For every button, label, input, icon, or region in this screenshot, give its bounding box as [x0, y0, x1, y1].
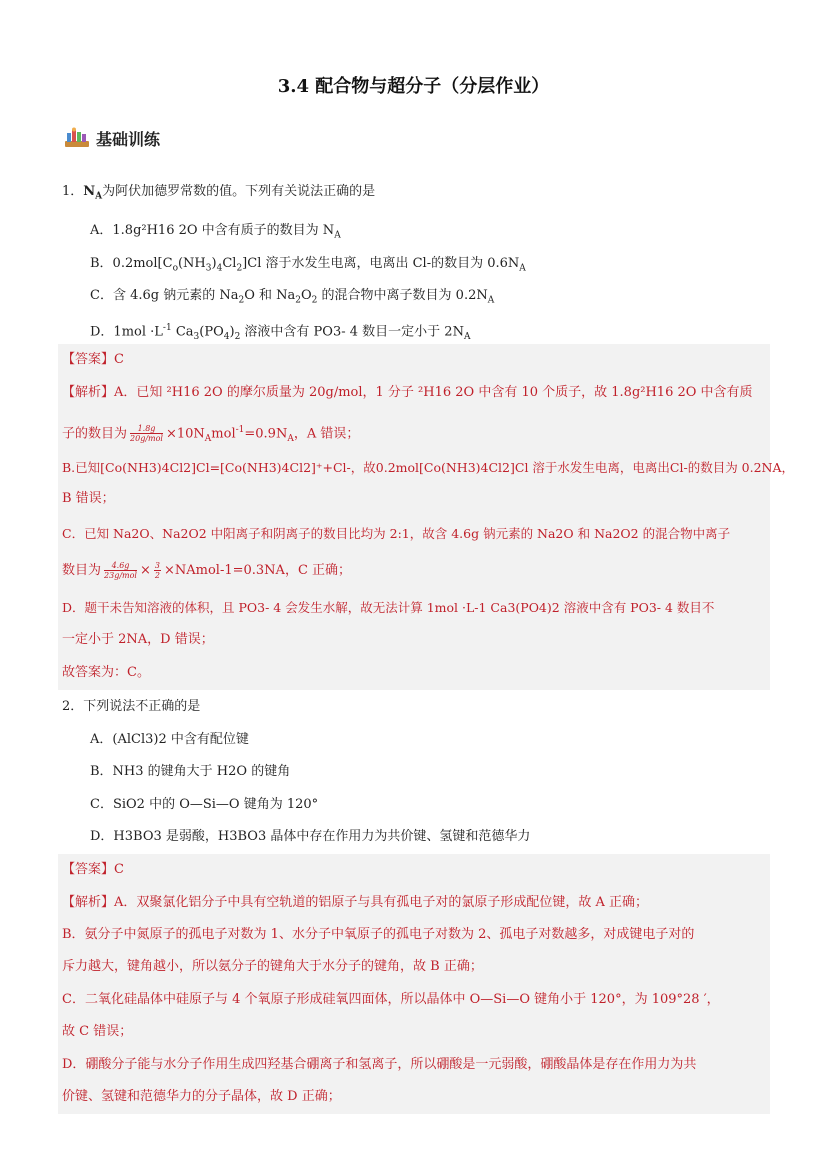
question-1-answer: 【答案】C [62, 352, 124, 367]
question-2-explanation-d: D．硼酸分子能与水分子作用生成四羟基合硼离子和氢离子，所以硼酸是一元弱酸，硼酸晶体是存在作用力为共 [62, 1057, 697, 1072]
question-1-stem: 1．$N_A$为阿伏加德罗常数的值。下列有关说法正确的是 [62, 184, 376, 202]
books-icon [62, 127, 92, 149]
question-1-explanation-b2: B 错误； [62, 491, 115, 506]
question-2-stem: 2．下列说法不正确的是 [62, 699, 201, 714]
question-2-option-b: B．NH3 的键角大于 H2O 的键角 [90, 764, 291, 779]
question-1-option-a: A．1.8g²H16 2O 中含有质子的数目为 $N_A$ [90, 223, 341, 241]
question-2-explanation-c: C．二氧化硅晶体中硅原子与 4 个氧原子形成硅氧四面体，所以晶体中 O—Si—O 键角小于 120°，为 109°28 ′， [62, 992, 720, 1007]
question-1-explanation-a: 【解析】A．已知 ²H16 2O 的摩尔质量为 20g/mol，1 分子 ²H16 2O 中含有 10 个质子，故 1.8g²H16 2O 中含有质 [62, 385, 753, 400]
question-1-conclusion: 故答案为：C。 [62, 665, 150, 680]
question-2-explanation-b2: 斥力越大，键角越小，所以氨分子的键角大于水分子的键角，故 B 正确； [62, 959, 483, 974]
question-2-explanation-b: B．氨分子中氮原子的孤电子对数为 1、水分子中氧原子的孤电子对数为 2、孤电子对数越多，对成键电子对的 [62, 927, 695, 942]
question-2-option-a: A．(AlCl3)2 中含有配位键 [90, 732, 249, 747]
question-1-option-b: B．$0.2mol[C_o(NH_3)_4Cl_2]Cl$ 溶于水发生电离，电离出 Cl-的数目为 $0.6N_A$ [90, 256, 526, 274]
question-2-option-c: C．SiO2 中的 O—Si—O 键角为 120° [90, 797, 319, 812]
section-label: 基础训练 [96, 129, 161, 149]
question-1-explanation-d: D．题干未告知溶液的体积，且 PO3- 4 会发生水解，故无法计算 1mol ·L-1 Ca3(PO4)2 溶液中含有 PO3- 4 数目不 [62, 600, 715, 615]
question-2-answer: 【答案】C [62, 862, 124, 877]
page-title: 3.4 配合物与超分子（分层作业） [277, 76, 550, 97]
question-1-explanation-c: C．已知 Na2O、Na2O2 中阳离子和阴离子的数目比均为 2:1，故含 4.6g 钠元素的 Na2O 和 Na2O2 的混合物中离子 [62, 526, 731, 541]
question-2-option-d: D．H3BO3 是弱酸，H3BO3 晶体中存在作用力为共价键、氢键和范德华力 [90, 829, 531, 844]
question-1-explanation-d2: 一定小于 2NA，D 错误； [62, 632, 214, 647]
question-2-explanation-a: 【解析】A．双聚氯化铝分子中具有空轨道的铝原子与具有孤电子对的氯原子形成配位键，故 A 正确； [62, 895, 649, 910]
question-1-explanation-b: B.已知[Co(NH3)4Cl2]Cl=[Co(NH3)4Cl2]⁺+Cl-，故0.2mol[Co(NH3)4Cl2]Cl 溶于水发生电离，电离出Cl-的数目为 0.2NA， [62, 460, 795, 475]
section-header [62, 126, 160, 150]
question-2-explanation-d2: 价键、氢键和范德华力的分子晶体，故 D 正确； [62, 1089, 341, 1104]
question-1-explanation-c2: 数目为 $\frac{4.6g}{\text{23g/mol}}$ × $\frac{3}{2}$ ×NAmol-1=0.3NA，C 正确； [62, 561, 352, 580]
question-2-explanation-c2: 故 C 错误； [62, 1024, 133, 1039]
question-1-option-c: C．含 4.6g 钠元素的 $Na_2O$ 和 $Na_2O_2$ 的混合物中离子数目为 $0.2N_A$ [90, 288, 495, 306]
question-1-explanation-a2: 子的数目为 $\frac{1.8g}{\text{20g/mol}}$ $\times 10N_Amol^{-1}=0.9N_A$，A 错误； [62, 424, 360, 444]
question-1-option-d: D．$1mol \cdot L^{-1}$ $Ca_3(PO_4)_2$ 溶液中含有 PO3- 4 数目一定小于 $2N_A$ [90, 323, 471, 342]
